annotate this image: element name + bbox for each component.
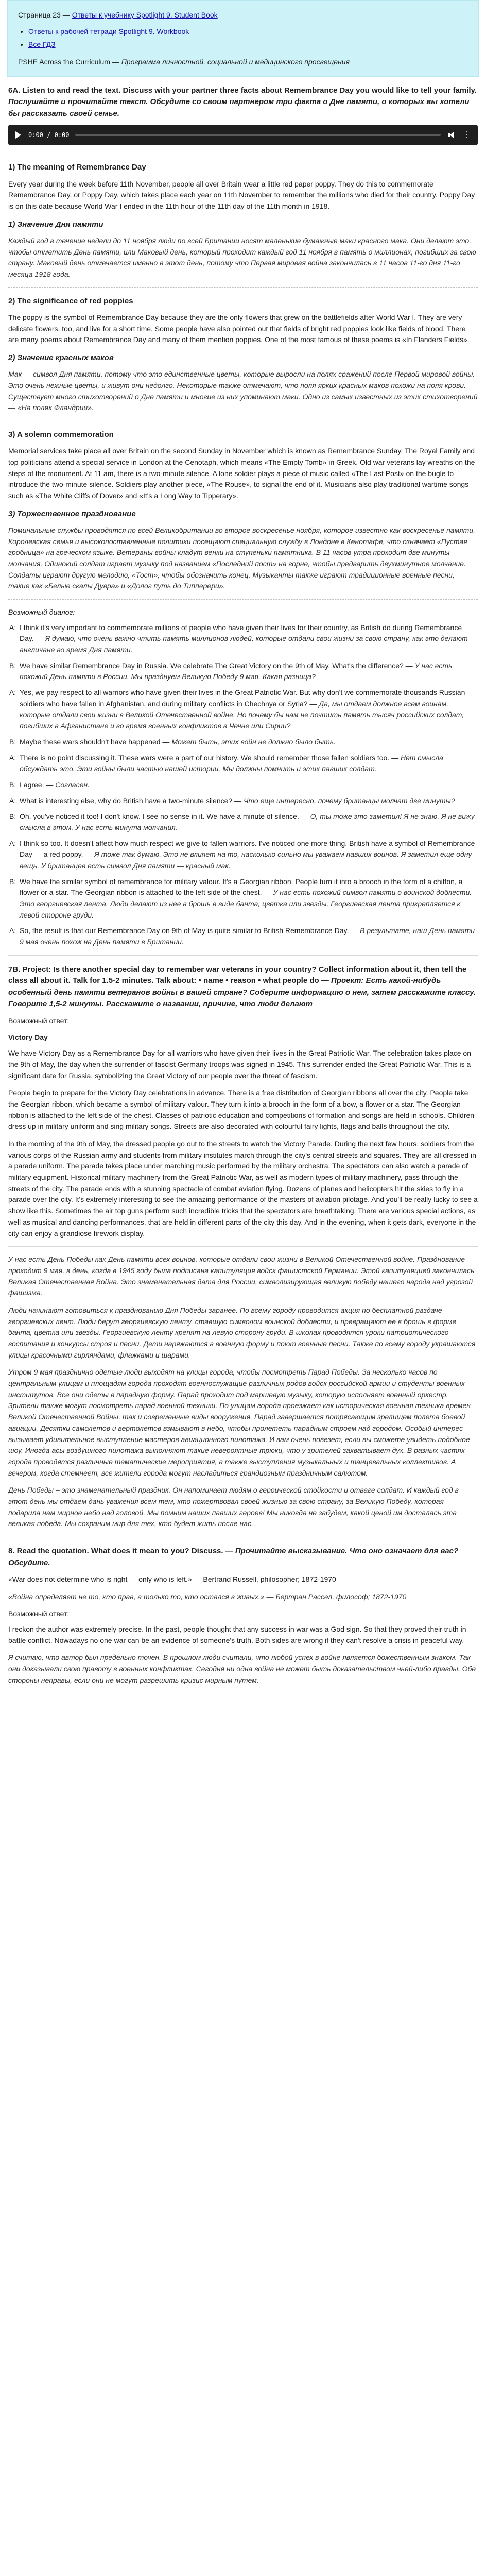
dialog-ru: Согласен. bbox=[55, 780, 90, 789]
victory-en-p1: We have Victory Day as a Remembrance Day for all warriors who have given their lives in the Great Patriotic War. The celebration takes place on the 9th of May, the day when the surrender of fascist Germany troops was signed in 1945. This surrender ended the Great Patriotic War. This is a significant date for Russia, symbolizing the Great Victory of our people over the threat of fascism. bbox=[8, 1049, 472, 1080]
dialog-ru: У нас есть похожий День памяти в России. Мы празднуем Великую Победу 9 мая. Какая разница? bbox=[20, 661, 453, 681]
victory-ru-p3: Утром 9 мая празднично одетые люди выходят на улицы города, чтобы посмотреть Парад Победы. За несколько часов по центральным улицам и площадям города проходят военнослужащие различных родов войск российской армии и студенты военных институтов. Все они одеты в парадную форму. Парад проходит под маршевую музыку, которую исполняет военный оркестр. Зрители также могут посмотреть парад военной техники. По улицам города проезжает как историческая военная техника времен Великой Отечественной Войны, так и современные виды вооружения. Парад завершается потрясающим зрелищем полета боевой авиации. Десятки самолетов и вертолетов взмывают в небо, чтобы пролететь парадным строем над городом. Особый интерес вызывает удивительное выступление мастеров авиационного пилотажа. И вам очень повезет, если вы сможете увидеть подобное шоу. Иногда асы воздушного пилотажа выполняют такие невероятные трюки, что у зрителей захватывает дух. В разных частях города проводятся различные тематические мероприятия, а также выступления музыкальных и танцевальных коллективов. А вечером, когда стемнеет, все жители города могут насладиться грандиозным праздничным салютом. bbox=[8, 1368, 471, 1477]
volume-icon[interactable] bbox=[448, 131, 456, 139]
dialog-line: B: We have the similar symbol of remembrance for military valour. It's a Georgian ribbon. People turn it into a brooch in the form of a chiffon, a flower or a star. The Georgian ribbon is attached to the left side of the chest. — У нас есть похожий символ памяти о воинской доблести. Это георгиевская лента. Люди делают из нее в брошь в виде банта, цветка или звезды. Георгиевская лента прикрепляется к левой стороне груди. bbox=[9, 877, 472, 919]
speaker: A: bbox=[9, 688, 16, 697]
info-box bbox=[7, 0, 479, 77]
dialog-label: Возможный диалог: bbox=[8, 607, 75, 616]
speaker: B: bbox=[9, 737, 16, 746]
dialog-line: B: We have similar Remembrance Day in Russia. We celebrate The Great Victory on the 9th of May. What's the difference? — У нас есть похожий День памяти в России. Мы празднуем Великую Победу 9 мая. Какая разница? bbox=[9, 661, 453, 681]
section-1-ru-text: Каждый год в течение недели до 11 ноября люди по всей Британии носят маленькие бумажные маки красного мака. Они делают это, чтобы отметить День памяти, или Маковый день, который проходит каждый год 11 ноября в память о миллионах, погибших за свою страну. Маковый день отмечается именно в этот день, потому что Первая мировая война закончилась в 11 часов 11-го дня 11-го месяца 1918 года. bbox=[8, 236, 476, 278]
dialog-en: There is no point discussing it. These wars were a part of our history. We should remember those fallen soldiers too. bbox=[20, 753, 390, 762]
answer-2-en: I reckon the author was extremely precise. In the past, people thought that any success in war was a God sign. So that they proved their truth in battle conflict. Nowadays no one war can be an evidence of someone's truth. Both sides are wrong if they can't resolve a crisis in peaceful way. bbox=[8, 1625, 466, 1645]
speaker: B: bbox=[9, 661, 16, 670]
main-content bbox=[0, 85, 486, 1686]
dialog-ru: У нас есть похожий символ памяти о воинской доблести. Это георгиевская лента. Люди делают из нее в брошь в виде банта, цветка или звезды. Георгиевская лента прикрепляется к левой стороне груди. bbox=[20, 888, 472, 919]
series-ru: Программа личностной, социальной и медицинского просвещения bbox=[121, 58, 350, 66]
victory-title: Victory Day bbox=[8, 1032, 48, 1041]
section-2-ru-title: 2) Значение красных маков bbox=[8, 353, 114, 362]
audio-player[interactable] bbox=[8, 125, 478, 145]
speaker: B: bbox=[9, 812, 16, 821]
player-seekbar[interactable] bbox=[75, 134, 441, 136]
speaker: B: bbox=[9, 780, 16, 789]
dialog-ru: В результате, наш День памяти 9 мая очень похож на День памяти в Британии. bbox=[20, 926, 475, 946]
dialog-en: We have similar Remembrance Day in Russia. We celebrate The Great Victory on the 9th of May. What's the difference? bbox=[20, 661, 404, 670]
dialog-line: A: I think so too. It doesn't affect how much respect we give to fallen warriors. I've noticed one more thing. British have a symbol of Remembrance Day — a red poppy. — Я тоже так думаю. Это не влияет на то, насколько сильно мы уважаем павших воинов. Я заметил еще одну вещь. У британцев есть символ Дня памяти — красный мак. bbox=[9, 839, 475, 870]
breadcrumb bbox=[18, 10, 469, 21]
speaker: A: bbox=[9, 753, 16, 762]
series-en: PSHE Across the Curriculum — bbox=[18, 58, 121, 66]
answer-label-2: Возможный ответ: bbox=[8, 1609, 70, 1618]
dialog-en: I think it's very important to commemorate millions of people who have given their lives for their country, as British do during Remembrance Day. bbox=[20, 623, 462, 643]
task-8-en: 8. Read the quotation. What does it mean to you? Discuss. bbox=[8, 1547, 223, 1555]
divider bbox=[8, 599, 478, 600]
speaker: A: bbox=[9, 623, 16, 632]
divider bbox=[8, 287, 478, 288]
task-6-en: 6A. Listen to and read the text. Discuss with your partner three facts about Remembrance Day you would like to tell your family. bbox=[8, 86, 477, 95]
dialog-line: A: I think it's very important to commemorate millions of people who have given their lives for their country, as British do during Remembrance Day. — Я думаю, что очень важно чтить память миллионов людей, которые отдали свои жизни за свою страну, как это делают англичане во время Дня памяти. bbox=[9, 623, 468, 654]
series-caption bbox=[18, 57, 469, 68]
dialog-en: Oh, you've noticed it too! I don't know. I see no sense in it. We have a minute of silence. bbox=[20, 812, 299, 821]
divider bbox=[8, 955, 478, 956]
dialog-en: Maybe these wars shouldn't have happened bbox=[20, 737, 161, 746]
dialog-en: I agree. bbox=[20, 780, 44, 789]
breadcrumb-prefix: Страница 23 — bbox=[18, 11, 72, 19]
related-link-item bbox=[28, 39, 469, 50]
task-7-heading bbox=[8, 964, 478, 1010]
dialog-line: A: Yes, we pay respect to all warriors who have given their lives in the Great Patriotic War. But why don't we commemorate thousands Russian soldiers who have fallen in Afghanistan, and during military conflicts in Chechnya or Syria? — Да, мы отдаем должное всем воинам, которые отдали свои жизни в Великой Отечественной войне. Но почему бы нам не почтить память тысяч российских солдат, погибших в Афганистане и во время военных конфликтов в Чечне или Сирии? bbox=[9, 688, 465, 731]
dialog-ru: О, ты тоже это заметил! Я не знаю. Я не вижу смысла в этом. У нас есть минута молчания. bbox=[20, 812, 475, 832]
task-8-ru: Прочитайте высказывание. Что оно означает для вас? Обсудите. bbox=[8, 1547, 459, 1567]
section-3-ru-title: 3) Торжественное празднование bbox=[8, 509, 136, 518]
dialog-en: Yes, we pay respect to all warriors who have given their lives in the Great Patriotic War. But why don't we commemorate thousands Russian soldiers who have fallen in Afghanistan, and during military conflicts in Chechnya or Syria? bbox=[20, 688, 465, 708]
task-6-ru: Послушайте и прочитайте текст. Обсудите со своим партнером три факта о Дне памяти, о которых вы хотели бы рассказать своей семье. bbox=[8, 97, 470, 118]
all-gdz-link[interactable]: Все ГДЗ bbox=[28, 40, 56, 49]
more-options-icon[interactable]: ⋮ bbox=[462, 130, 471, 140]
player-time: 0:00 / 0:00 bbox=[28, 131, 70, 139]
dialog-ru: Да, мы отдаем должное всем воинам, которые отдали свои жизни в Великой Отечественной войне. Но почему бы нам не почтить память тысяч российских солдат, погибших в Афганистане и во время военных конфликтов в Чечне или Сирии? bbox=[20, 699, 464, 731]
dialog-ru: Что еще интересно, почему британцы молчат две минуты? bbox=[243, 796, 455, 805]
dialog-en: I think so too. It doesn't affect how much respect we give to fallen warriors. I've noticed one more thing. British have a symbol of Remembrance Day — a red poppy. bbox=[20, 839, 475, 859]
speaker: B: bbox=[9, 877, 16, 886]
dialog-ru: Нет смысла обсуждать это. Эти войны были частью нашей истории. Мы должны помнить и этих павших солдат. bbox=[20, 753, 443, 773]
divider bbox=[8, 1246, 478, 1247]
dialog-ru: Может быть, этих войн не должно было быть. bbox=[171, 737, 336, 746]
victory-ru-p2: Люди начинают готовиться к празднованию Дня Победы заранее. По всему городу проводится акция по бесплатной раздаче георгиевских лент. Люди берут георгиевскую ленту, ставшую символом воинской доблести, и превращают ее в брошь в форме банта, цветка или звезды. Георгиевскую ленту крепят на левую сторону груди. В школах проводятся уроки патриотического воспитания и конкурсы строя и песни. Дети наряжаются в военную форму и поют военные песни. Также по всему городу украшаются улицы красочными гирляндами, флажками и шарами. bbox=[8, 1306, 476, 1359]
dialog-en: We have the similar symbol of remembrance for military valour. It's a Georgian ribbon. People turn it into a brooch in the form of a chiffon, a flower or a star. The Georgian ribbon is attached to the left side of the chest. bbox=[20, 877, 463, 897]
section-2-ru-text: Мак — символ Дня памяти, потому что это единственные цветы, которые выросли на полях сражений после Первой мировой войны. Это очень нежные цветы, и живут они недолго. Некоторые также отмечают, что поля ярких красных маков похожи на поля крови. Существует много стихотворений о Дне памяти и многие из них упоминают маки. Одно из самых известных из этих стихотворений — «На полях Фландрии». bbox=[8, 370, 478, 412]
dialog-ru: Я думаю, что очень важно чтить память миллионов людей, которые отдали свои жизни за свою страну, как это делают англичане во время Дня памяти. bbox=[20, 634, 468, 654]
quote-ru: «Война определяет не то, кто прав, а только то, кто остался в живых.» — Бертран Рассел, философ; 1872-1970 bbox=[8, 1592, 407, 1601]
quote-en: «War does not determine who is right — only who is left.» — Bertrand Russell, philosopher; 1872-1970 bbox=[8, 1575, 336, 1583]
victory-ru-p4: День Победы – это знаменательный праздник. Он напоминает людям о героической стойкости и отваге солдат. И каждый год в этот день мы отдаем дань уважения всем тем, кто пожертвовал своей жизнью за свою страну, за Великую Победу, которая подарила нам мирное небо над головой. Мы помним наших павших героев! Мы никогда не забудем, какой ценой им досталась эта великая победа. Мы сохраним мир для тех, кто будет жить после нас. bbox=[8, 1486, 459, 1528]
answer-label: Возможный ответ: bbox=[8, 1016, 70, 1025]
answer-2-ru: Я считаю, что автор был предельно точен. В прошлом люди считали, что любой успех в войне является божественным знаком. Так они доказывали свою правоту в военных конфликтах. Сегодня ни одна война не может быть доказательством чьей-либо правды. Обе стороны неправы, если они не могут разрешить кризис мирным путем. bbox=[8, 1653, 476, 1684]
dialog-line: A: What is interesting else, why do British have a two-minute silence? — Что еще интересно, почему британцы молчат две минуты? bbox=[20, 795, 478, 807]
dialog-line: A: There is no point discussing it. These wars were a part of our history. We should remember those fallen soldiers too. — Нет смысла обсуждать это. Эти войны были частью нашей истории. Мы должны помнить и этих павших солдат. bbox=[9, 753, 443, 773]
section-3-title: 3) A solemn commemoration bbox=[8, 430, 114, 439]
dialog-ru: Я тоже так думаю. Это не влияет на то, насколько сильно мы уважаем павших воинов. Я заметил еще одну вещь. У британцев есть символ Дня памяти — красный мак. bbox=[20, 850, 472, 870]
victory-ru-p1: У нас есть День Победы как День памяти всех воинов, которые отдали свои жизни в Великой Отечественной войне. Празднование проходит 9 мая, в день, когда в 1945 году была подписана капитуляция войск фашистской Германии. Этой капитуляцией закончилась Великая Отечественная Война. Это знаменательная дата для России, символизирующая великую победу нашего народа над угрозой фашизма. bbox=[8, 1255, 475, 1297]
breadcrumb-link[interactable]: Ответы к учебнику Spotlight 9. Student Book bbox=[72, 11, 218, 19]
section-1-ru-title: 1) Значение Дня памяти bbox=[8, 219, 103, 229]
related-link-item bbox=[28, 26, 469, 38]
dialog-line: B: I agree. — Согласен. bbox=[20, 779, 478, 791]
task-7-ru: Проект: Есть какой-нибудь особенный день памяти ветеранов войны в вашей стране? Соберите информацию о нем, затем расскажите классу. Говорите 1,5-2 минуты. Расскажите о названии, причине, что люди делают bbox=[8, 976, 476, 1009]
task-7-en: 7B. Project: Is there another special day to remember war veterans in your country? Collect information about it, then tell the class all about it. Talk for 1.5-2 minutes. Talk about: • name • reason • what people do — bbox=[8, 964, 467, 986]
workbook-link[interactable]: Ответы к рабочей тетради Spotlight 9. Workbook bbox=[28, 27, 189, 36]
play-icon[interactable] bbox=[15, 131, 21, 139]
dialog-line: A: So, the result is that our Remembrance Day on 9th of May is quite similar to British Remembrance Day. — В результате, наш День памяти 9 мая очень похож на День памяти в Британии. bbox=[9, 926, 475, 946]
dialog-en: What is interesting else, why do British have a two-minute silence? bbox=[20, 796, 233, 805]
victory-en-p3: In the morning of the 9th of May, the dressed people go out to the streets to watch the Victory Parade. During the next few hours, soldiers from the various corps of the Russian army and students from military institutes march through the city's central streets and squares. They are all dressed in a parade uniform. The parade takes place under marching music performed by the military orchestra. The spectators can also watch a parade of military equipment. Historical military machinery from the Great Patriotic War, as well as modern types of military machinery, pass through the streets of the city. The parade ends with a stunning spectacle of combat aviation flying. Dozens of planes and helicopters hit the skies to fly in a parade over the city. It's extremely interesting to see the amazing performance of the masters of aviation pilotage. And you'll be really lucky to see a show like this. Sometimes the air top guns perform such incredible tricks that the spectators are breathtaking. There are various special actions, as well as musical and dancing performances, that are held in different parts of the city this day. And in the evening, when it gets dark, everyone in the city can enjoy a grandiose firework display. bbox=[8, 1140, 478, 1238]
section-2-title: 2) The significance of red poppies bbox=[8, 296, 133, 306]
dialog-en: So, the result is that our Remembrance Day on 9th of May is quite similar to British Remembrance Day. bbox=[20, 926, 349, 935]
section-1-text: Every year during the week before 11th November, people all over Britain wear a little red paper poppy. They do this to commemorate Remembrance Day, or Poppy Day, which takes place each year on 11th November to remember the millions who died for their country. Poppy Day is on this date because World War I ended in the 11th hour of the 11th day of the 11th month in 1918. bbox=[8, 179, 475, 210]
dialog-line: B: Oh, you've noticed it too! I don't know. I see no sense in it. We have a minute of silence. — О, ты тоже это заметил! Я не знаю. Я не вижу смысла в этом. У нас есть минута молчания. bbox=[9, 812, 475, 832]
section-2-text: The poppy is the symbol of Remembrance Day because they are the only flowers that grew on the battlefields after World War I. They are very delicate flowers, too, and live for a short time. Some people have also pointed out that fields of bright red poppies look like fields of blood. There are many poems about Remembrance Day and many of them mention poppies. One of the most famous of these poems is «In Flanders Fields». bbox=[8, 313, 470, 344]
victory-en-p2: People begin to prepare for the Victory Day celebrations in advance. There is a free distribution of Georgian ribbons all over the city. People take the Georgian ribbon, which became a symbol of military valour. They turn it into a brooch in the form of a bow, a flower or a star. The Georgian ribbon is attached to the left side of the chest. Classes of patriotic education and competitions of formation and songs are held in schools. Children dress up in military uniform and sing military songs. Streets are also decorated with colourful fairy lights, flags and balls throughout the city. bbox=[8, 1089, 475, 1131]
speaker: A: bbox=[9, 839, 16, 848]
speaker: A: bbox=[9, 926, 16, 935]
section-3-ru-text: Поминальные службы проводятся по всей Великобритании во второе воскресенье ноября, которое известно как воскресенье памяти. Королевская семья и высокопоставленные политики посещают специальную службу в Лондоне в Кенотафе, что означает «Пустая гробница» на греческом языке. Ветераны войны кладут венки на ступеньки памятника. В 11 часов утра проходит две минуты молчания. Одинокий солдат играет музыку под названием «Последний пост» на горне, чтобы предварить двухминутное молчание. Солдаты играют другую мелодию, «Тост», чтобы обозначить конец. Музыканты также играют традиционные военные песни, такие как «Белые скалы Дувра» и «Долог путь до Типперери». bbox=[8, 526, 475, 590]
dialog-line: B: Maybe these wars shouldn't have happened — Может быть, этих войн не должно было быть. bbox=[20, 737, 478, 748]
task-6-heading bbox=[8, 85, 478, 120]
section-1-title: 1) The meaning of Remembrance Day bbox=[8, 163, 146, 172]
task-8-heading: 8. Read the quotation. What does it mean to you? Discuss. — Прочитайте высказывание. Что оно означает для вас? Обсудите. bbox=[8, 1547, 459, 1567]
speaker: A: bbox=[9, 796, 16, 805]
dialog bbox=[8, 622, 478, 948]
related-links bbox=[18, 26, 469, 50]
section-3-text: Memorial services take place all over Britain on the second Sunday in November which is known as Remembrance Sunday. The Royal Family and top politicians attend a special service in London at the Cenotaph, which means «The Empty Tomb» in Greek. Old war veterans lay wreaths on the steps of the monument. At 11 am, there is a two-minute silence. A lone soldier plays a piece of music called «The Last Post» on the bugle to introduce the two-minute silence. Soldiers play another piece, «The Rouse», to signal the end of it. Musicians also play traditional wartime songs such as «The White Cliffs of Dover» and «It's a Long Way to Tipperary». bbox=[8, 447, 475, 500]
